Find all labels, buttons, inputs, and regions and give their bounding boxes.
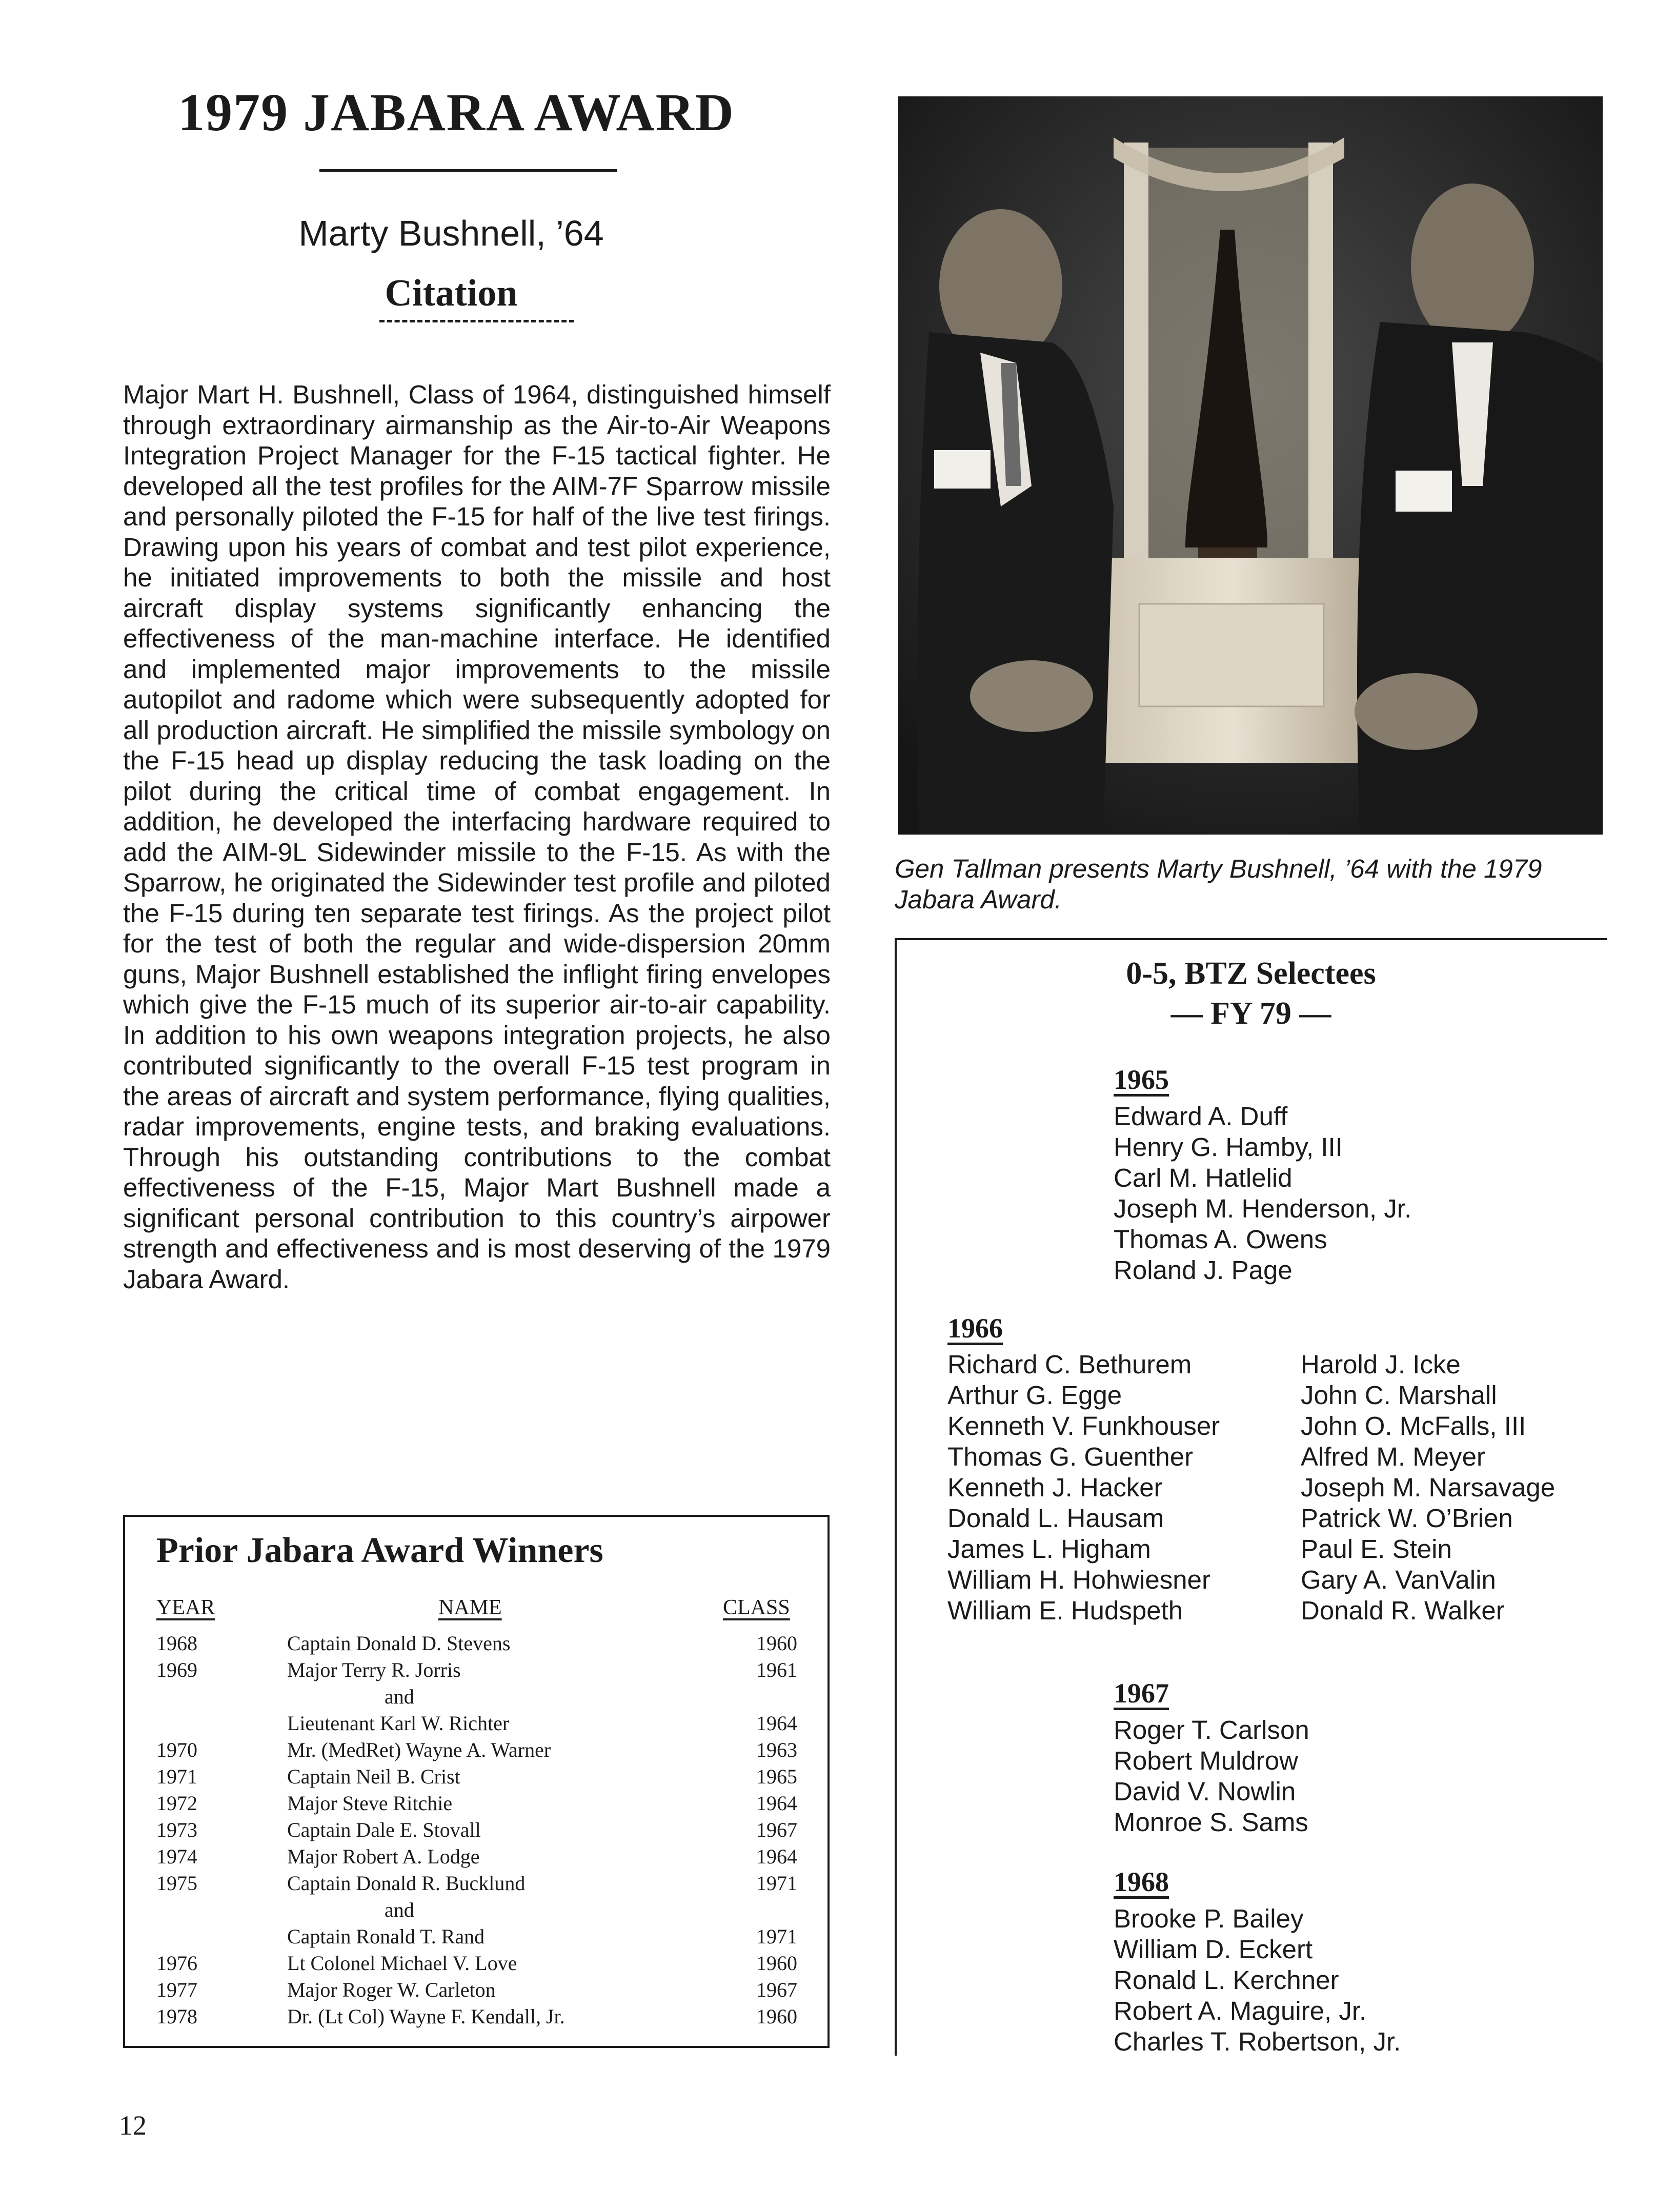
list-item: Donald L. Hausam	[947, 1504, 1164, 1533]
names-1965	[1114, 1101, 1411, 1286]
winner-name: Major Terry R. Jorris	[287, 1658, 461, 1681]
list-item: Robert Muldrow	[1114, 1746, 1298, 1775]
list-item: Monroe S. Sams	[1114, 1808, 1308, 1837]
names-1966-left	[947, 1349, 1220, 1626]
year-heading-1966: 1966	[947, 1313, 1003, 1344]
winner-class: 1964	[756, 1845, 797, 1868]
table-row	[156, 2004, 797, 2031]
winner-year: 1975	[156, 1872, 197, 1895]
selectees-title	[895, 953, 1607, 1033]
list-item: John O. McFalls, III	[1301, 1411, 1526, 1440]
table-row	[156, 1631, 797, 1658]
winner-name: Mr. (MedRet) Wayne A. Warner	[287, 1738, 551, 1761]
winner-class: 1960	[756, 2005, 797, 2028]
list-item: Henry G. Hamby, III	[1114, 1132, 1343, 1162]
winner-name: Major Robert A. Lodge	[287, 1845, 480, 1868]
winner-name: and	[385, 1685, 414, 1708]
list-item: Kenneth V. Funkhouser	[947, 1411, 1220, 1440]
winner-class: 1971	[756, 1925, 797, 1948]
column-header-class: CLASS	[723, 1596, 790, 1619]
table-row	[156, 1818, 797, 1844]
list-item: Arthur G. Egge	[947, 1381, 1122, 1410]
year-heading-1965: 1965	[1114, 1064, 1169, 1095]
winner-name: Lieutenant Karl W. Richter	[287, 1712, 510, 1735]
winner-class: 1965	[756, 1765, 797, 1788]
table-row	[156, 1791, 797, 1818]
table-row	[156, 1924, 797, 1951]
winner-class: 1960	[756, 1952, 797, 1975]
winner-year: 1969	[156, 1658, 197, 1681]
column-header-name: NAME	[438, 1596, 502, 1619]
list-item: Robert A. Maguire, Jr.	[1114, 1996, 1367, 2025]
winner-year: 1970	[156, 1738, 197, 1761]
winner-class: 1967	[756, 1818, 797, 1841]
winner-name: Captain Dale E. Stovall	[287, 1818, 481, 1841]
list-item: James L. Higham	[947, 1534, 1151, 1564]
list-item: Carl M. Hatlelid	[1114, 1163, 1293, 1192]
winner-name: Lt Colonel Michael V. Love	[287, 1952, 517, 1975]
honoree-name: Marty Bushnell, ’64	[298, 213, 604, 253]
winner-year: 1972	[156, 1792, 197, 1815]
photo-caption: Gen Tallman presents Marty Bushnell, ’64 with the 1979 Jabara Award.	[895, 854, 1542, 914]
winner-year: 1968	[156, 1632, 197, 1655]
winner-year: 1974	[156, 1845, 197, 1868]
winner-year: 1976	[156, 1952, 197, 1975]
column-header-year: YEAR	[156, 1596, 215, 1619]
year-heading-1967: 1967	[1114, 1678, 1169, 1709]
list-item: Roland J. Page	[1114, 1255, 1293, 1285]
list-item: Paul E. Stein	[1301, 1534, 1452, 1564]
winner-class: 1964	[756, 1712, 797, 1735]
list-item: Ronald L. Kerchner	[1114, 1965, 1339, 1995]
list-item: Charles T. Robertson, Jr.	[1114, 2027, 1401, 2056]
table-row	[156, 1685, 797, 1711]
year-heading-1968: 1968	[1114, 1866, 1169, 1897]
winner-name: Captain Neil B. Crist	[287, 1765, 460, 1788]
table-row	[156, 1658, 797, 1685]
table-row	[156, 1844, 797, 1871]
winner-name: Captain Donald D. Stevens	[287, 1632, 511, 1655]
citation-text: Major Mart H. Bushnell, Class of 1964, distinguished himself through extraordinary airmanship as the Air-to-Air Weapons Integration Project Manager for the F-15 tactical fighter. He developed all the test profiles for the AIM-7F Sparrow missile and personally piloted the F-15 for half of the live test firings. Drawing upon his years of combat and test pilot experience, he initiated improvements to both the missile and host aircraft display systems significantly enhancing the effectiveness of the man-machine interface. He identified and implemented major improvements to the missile autopilot and radome which were subsequently adopted for all production aircraft. He simplified the missile symbology on the F-15 head up display reducing the task loading on the pilot during the critical time of combat engagement. In addition, he developed the interfacing hardware required to add the AIM-9L Sidewinder missile to the F-15. As with the Sparrow, he originated the Sidewinder test profile and piloted the F-15 during ten separate test firings. As the project pilot for the test of both the regular and wide-dispersion 20mm guns, Major Bushnell established the inflight firing envelopes which give the F-15 much of its superior air-to-air capability. In addition to his own weapons integration projects, he also contributed significantly to the overall F-15 test program in the areas of aircraft and system performance, flying qualities, radar improvements, engine tests, and braking evaluations. Through his outstanding contributions to the combat effectiveness of the F-15, Major Mart Bushnell made a significant personal contribution to this country’s airpower strength and effectiveness and is most deserving of the 1979 Jabara Award.	[123, 380, 831, 1294]
names-1967	[1114, 1715, 1309, 1838]
table-row	[156, 1871, 797, 1898]
winner-name: Captain Ronald T. Rand	[287, 1925, 485, 1948]
list-item: Gary A. VanValin	[1301, 1565, 1496, 1594]
list-item: John C. Marshall	[1301, 1381, 1497, 1410]
table-row	[156, 1711, 797, 1738]
winner-name: Captain Donald R. Bucklund	[287, 1872, 526, 1895]
table-row	[156, 1738, 797, 1764]
selectees-title-line1: 0-5, BTZ Selectees	[1126, 956, 1376, 991]
table-row	[156, 1951, 797, 1978]
names-1966-right	[1301, 1349, 1555, 1626]
page-title: 1979 JABARA AWARD	[178, 83, 735, 142]
selectees-title-line2: — FY 79 —	[1170, 996, 1331, 1031]
names-1968	[1114, 1903, 1401, 2057]
photo-illustration	[898, 96, 1603, 835]
winner-class: 1967	[756, 1978, 797, 2001]
list-item: Richard C. Bethurem	[947, 1350, 1192, 1379]
award-photo	[898, 96, 1603, 835]
winner-class: 1960	[756, 1632, 797, 1655]
list-item: Patrick W. O’Brien	[1301, 1504, 1513, 1533]
list-item: Joseph M. Narsavage	[1301, 1473, 1556, 1502]
winner-class: 1964	[756, 1792, 797, 1815]
table-row	[156, 1978, 797, 2004]
list-item: Donald R. Walker	[1301, 1596, 1505, 1625]
list-item: Thomas G. Guenther	[947, 1442, 1194, 1471]
list-item: Alfred M. Meyer	[1301, 1442, 1485, 1471]
winner-name: Dr. (Lt Col) Wayne F. Kendall, Jr.	[287, 2005, 565, 2028]
winner-year: 1971	[156, 1765, 197, 1788]
winner-name: Major Steve Ritchie	[287, 1792, 453, 1815]
list-item: Kenneth J. Hacker	[947, 1473, 1163, 1502]
winner-name: Major Roger W. Carleton	[287, 1978, 496, 2001]
page-number: 12	[119, 2110, 147, 2141]
list-item: Roger T. Carlson	[1114, 1715, 1309, 1744]
list-item: Harold J. Icke	[1301, 1350, 1461, 1379]
winner-class: 1961	[756, 1658, 797, 1681]
winner-year: 1978	[156, 2005, 197, 2028]
title-divider	[319, 169, 617, 172]
citation-divider	[379, 320, 574, 322]
winner-year: 1977	[156, 1978, 197, 2001]
list-item: Joseph M. Henderson, Jr.	[1114, 1194, 1412, 1223]
list-item: William H. Hohwiesner	[947, 1565, 1210, 1594]
list-item: David V. Nowlin	[1114, 1777, 1296, 1806]
prior-winners-title: Prior Jabara Award Winners	[156, 1531, 603, 1570]
list-item: William D. Eckert	[1114, 1935, 1313, 1964]
list-item: Brooke P. Bailey	[1114, 1904, 1304, 1933]
winner-name: and	[385, 1898, 414, 1921]
winner-class: 1963	[756, 1738, 797, 1761]
table-row	[156, 1898, 797, 1924]
winner-year: 1973	[156, 1818, 197, 1841]
winner-class: 1971	[756, 1872, 797, 1895]
list-item: Thomas A. Owens	[1114, 1225, 1327, 1254]
list-item: William E. Hudspeth	[947, 1596, 1183, 1625]
table-row	[156, 1764, 797, 1791]
citation-heading: Citation	[385, 272, 518, 314]
list-item: Edward A. Duff	[1114, 1102, 1288, 1131]
